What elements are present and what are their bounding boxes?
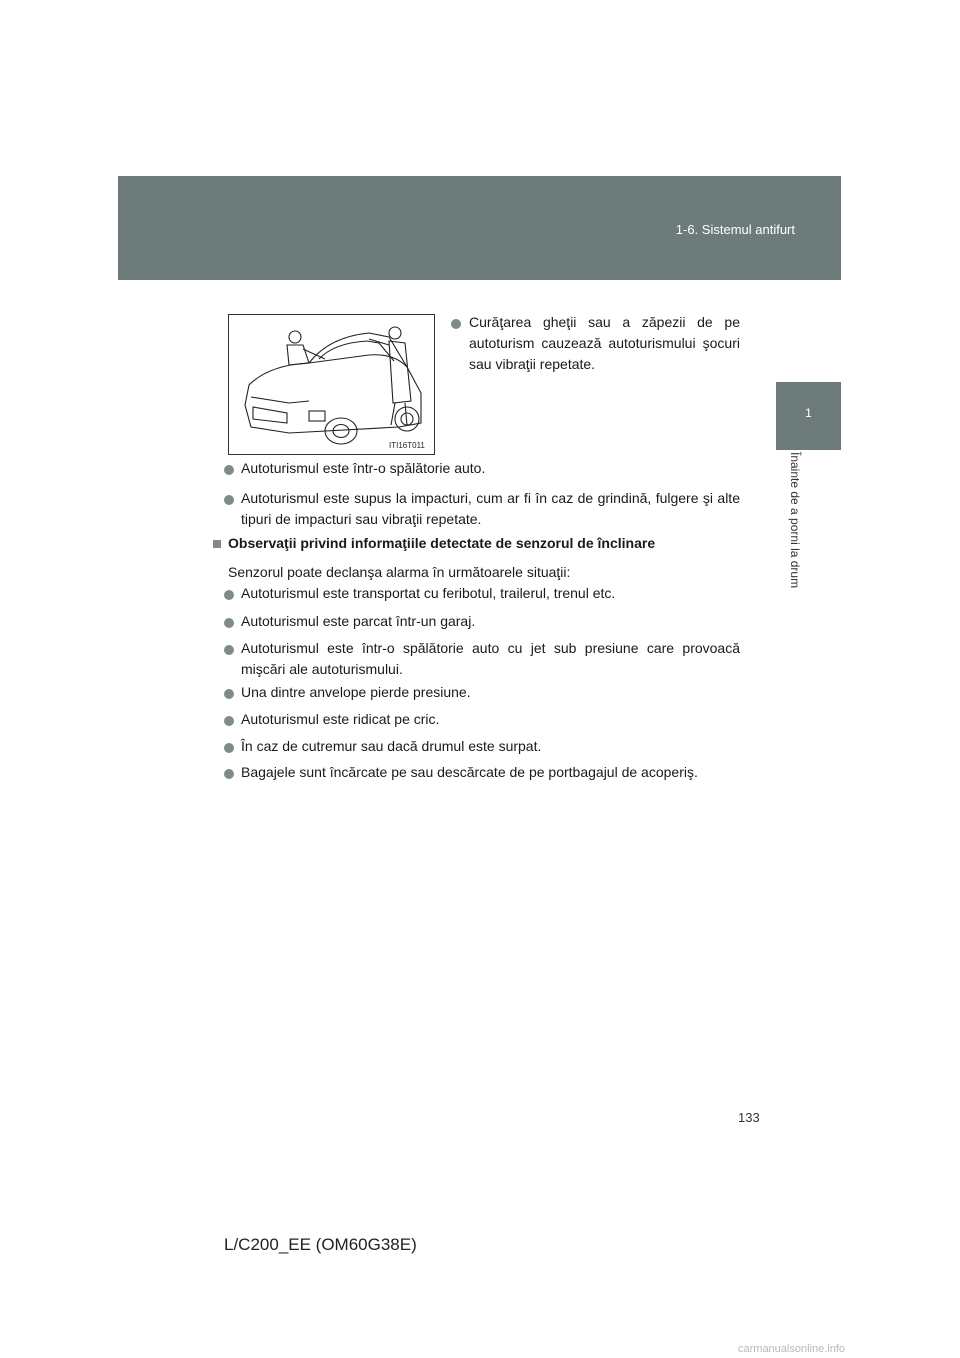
intro-text: Senzorul poate declanşa alarma în următoarele situaţii:	[228, 564, 571, 580]
document-code: L/C200_EE (OM60G38E)	[224, 1235, 417, 1254]
illustration-car-cleaning	[228, 314, 435, 455]
bullet-dot	[224, 716, 234, 726]
bullet-dot	[224, 645, 234, 655]
figure-code: ITI16T011	[389, 441, 425, 450]
heading-marker	[213, 540, 221, 548]
bullet-dot	[224, 495, 234, 505]
bullet-item: În caz de cutremur sau dacă drumul este surpat.	[241, 738, 542, 754]
bullet-item: Una dintre anvelope pierde presiune.	[241, 684, 471, 700]
bullet-dot	[224, 465, 234, 475]
bullet-item: Curăţarea gheţii sau a zăpezii de pe autoturism cauzează autoturismului şocuri sau vibraţii repetate.	[469, 314, 740, 372]
watermark: carmanualsonline.info	[738, 1343, 846, 1355]
bullet-item: Autoturismul este supus la impacturi, cum ar fi în caz de grindină, fulgere şi alte tipuri de impacturi sau vibraţii repetate.	[241, 490, 740, 527]
bullet-item: Bagajele sunt încărcate pe sau descărcate de pe portbagajul de acoperiş.	[241, 764, 698, 780]
chapter-label-text: Înainte de a porni la drum	[788, 452, 802, 589]
header-band	[118, 176, 841, 280]
bullet-item: Autoturismul este într-o spălătorie auto.	[241, 460, 486, 476]
chapter-tab	[776, 382, 841, 450]
bullet-item: Autoturismul este transportat cu feribotul, trailerul, trenul etc.	[241, 585, 616, 601]
bullet-dot	[451, 319, 461, 329]
page-number: 133	[738, 1110, 760, 1125]
bullet-item: Autoturismul este parcat într-un garaj.	[241, 613, 476, 629]
bullet-dot	[224, 743, 234, 753]
bullet-item: Autoturismul este într-o spălătorie auto cu jet sub presiune care provoacă mişcări ale autoturismului.	[241, 640, 740, 677]
bullet-dot	[224, 618, 234, 628]
section-heading: Observaţii privind informaţiile detectate de senzorul de înclinare	[228, 535, 656, 551]
car-illustration	[229, 315, 434, 454]
section-title: 1-6. Sistemul antifurt	[675, 222, 795, 237]
bullet-dot	[224, 689, 234, 699]
bullet-item: Autoturismul este ridicat pe cric.	[241, 711, 440, 727]
bullet-dot	[224, 769, 234, 779]
chapter-number: 1	[805, 406, 812, 420]
bullet-dot	[224, 590, 234, 600]
chapter-label	[786, 452, 804, 652]
